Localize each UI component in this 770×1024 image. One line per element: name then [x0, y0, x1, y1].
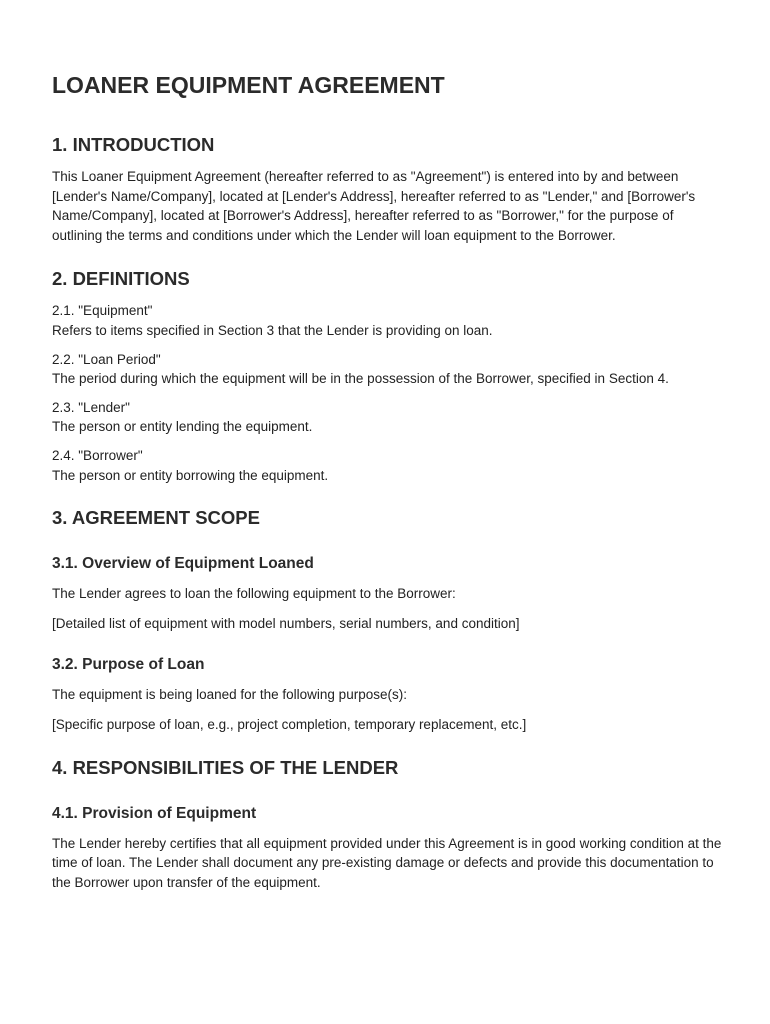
definition-item	[52, 446, 724, 485]
definition-term: 2.3. "Lender"	[52, 399, 130, 415]
purpose-placeholder: [Specific purpose of loan, e.g., project completion, temporary replacement, etc.]	[52, 716, 527, 732]
definition-text: The person or entity lending the equipment.	[52, 419, 313, 435]
purpose-intro: The equipment is being loaned for the following purpose(s):	[52, 687, 407, 703]
subsection-heading-purpose: 3.2. Purpose of Loan	[52, 656, 205, 674]
document-title: LOANER EQUIPMENT AGREEMENT	[52, 72, 445, 98]
definition-text: Refers to items specified in Section 3 that the Lender is providing on loan.	[52, 322, 493, 338]
overview-intro: The Lender agrees to loan the following equipment to the Borrower:	[52, 586, 456, 602]
definition-item	[52, 398, 724, 437]
section-heading-lender-responsibilities: 4. RESPONSIBILITIES OF THE LENDER	[52, 756, 399, 778]
introduction-paragraph: This Loaner Equipment Agreement (hereafter referred to as "Agreement") is entered into by and between [Lender's Name/Company], located at [Lender's Address], hereafter referred to as "Lender," and [Borrower's Name/Company], located at [Borrower's Address], hereafter referred to as "Borrower," for the purpose of outlining the terms and conditions under which the Lender will loan equipment to the Borrower.	[52, 169, 696, 243]
provision-paragraph: The Lender hereby certifies that all equipment provided under this Agreement is in good working condition at the time of loan. The Lender shall document any pre-existing damage or defects and provide this documentation to the Borrower upon transfer of the equipment.	[52, 835, 722, 890]
equipment-list-placeholder: [Detailed list of equipment with model numbers, serial numbers, and condition]	[52, 615, 520, 631]
definition-text: The period during which the equipment will be in the possession of the Borrower, specified in Section 4.	[52, 371, 669, 387]
section-heading-agreement-scope: 3. AGREEMENT SCOPE	[52, 507, 260, 529]
definition-term: 2.1. "Equipment"	[52, 303, 153, 319]
definition-item	[52, 301, 724, 340]
section-heading-definitions: 2. DEFINITIONS	[52, 268, 190, 290]
section-heading-introduction: 1. INTRODUCTION	[52, 134, 215, 155]
document-page	[52, 70, 724, 892]
subsection-heading-provision: 4.1. Provision of Equipment	[52, 804, 257, 822]
subsection-heading-overview: 3.1. Overview of Equipment Loaned	[52, 555, 314, 573]
definition-term: 2.4. "Borrower"	[52, 447, 143, 463]
definition-item	[52, 350, 724, 389]
definition-term: 2.2. "Loan Period"	[52, 351, 161, 367]
definition-text: The person or entity borrowing the equipment.	[52, 467, 329, 483]
